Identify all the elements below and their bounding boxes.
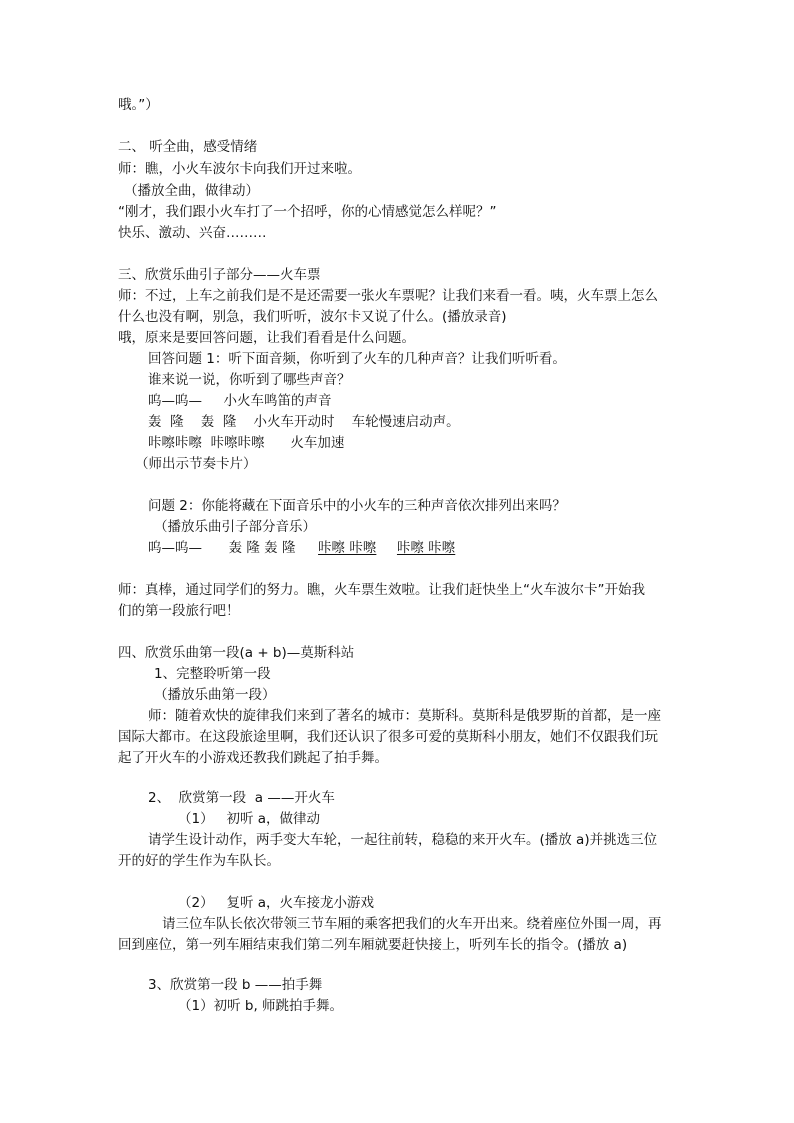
sound-sequence-line: [148, 538, 455, 558]
text-line: 1、完整聆听第一段: [154, 666, 271, 682]
text-line: 师：不过，上车之前我们是不是还需要一张火车票呢？让我们来看一看。咦，火车票上怎么: [118, 288, 658, 304]
section-heading: 四、欣赏乐曲第一段(a + b)—莫斯科站: [118, 645, 355, 661]
text-line: 开的好的学生作为车队长。: [118, 853, 280, 869]
text-line: （播放全曲，做律动）: [124, 183, 259, 199]
text-line: 请三位车队长依次带领三节车厢的乘客把我们的火车开出来。绕着座位外围一周，再: [162, 916, 662, 932]
text-line: 3、欣赏第一段 b ——拍手舞: [148, 977, 323, 993]
click-sound-2: 咔嚓 咔嚓: [396, 540, 456, 556]
text-line: 呜—呜— 小火车鸣笛的声音: [148, 393, 332, 409]
text-line: （师出示节奏卡片）: [135, 456, 257, 472]
text-line: （1）初听 b, 师跳拍手舞。: [178, 998, 344, 1014]
text-line: 轰 隆 轰 隆 小火车开动时 车轮慢速启动声。: [148, 414, 460, 430]
text-line: “刚才，我们跟小火车打了一个招呼，你的心情感觉怎么样呢？”: [118, 204, 497, 220]
section-heading: 三、欣赏乐曲引子部分——火车票: [118, 267, 321, 283]
text-line: 谁来说一说，你听到了哪些声音？: [148, 372, 351, 388]
text-line: 回答问题 1：听下面音频，你听到了火车的几种声音？让我们听听看。: [148, 351, 566, 367]
text-line: 国际大都市。在这段旅途里啊，我们还认识了很多可爱的莫斯科小朋友，她们不仅跟我们玩: [118, 729, 658, 745]
text-line: 问题 2：你能将藏在下面音乐中的小火车的三种声音依次排列出来吗？: [148, 498, 566, 514]
text-line: 们的第一段旅行吧！: [118, 603, 240, 619]
text-line: 咔嚓咔嚓 咔嚓咔嚓 火车加速: [148, 435, 345, 451]
click-sound-1: 咔嚓 咔嚓: [318, 540, 377, 556]
text-line: 哦，原来是要回答问题，让我们看看是什么问题。: [118, 330, 415, 346]
text-line: （播放乐曲第一段）: [154, 687, 276, 703]
whistle-sound: 呜—呜—: [148, 540, 202, 556]
text-line: 请学生设计动作，两手变大车轮，一起往前转，稳稳的来开火车。(播放 a)并挑选三位: [148, 832, 658, 848]
text-line: （播放乐曲引子部分音乐）: [154, 519, 316, 535]
rumble-sound: 轰 隆 轰 隆: [228, 540, 296, 556]
text-line: （2） 复听 a，火车接龙小游戏: [178, 895, 375, 911]
text-line: 师：随着欢快的旋律我们来到了著名的城市：莫斯科。莫斯科是俄罗斯的首都，是一座: [148, 708, 661, 724]
text-line: 什么也没有啊，别急，我们听听，波尔卡又说了什么。(播放录音): [118, 309, 507, 325]
text-line: 师：瞧，小火车波尔卡向我们开过来啦。: [118, 161, 361, 177]
text-line: 哦。”）: [118, 97, 159, 113]
text-line: 快乐、激动、兴奋………: [118, 225, 267, 241]
text-line: 2、 欣赏第一段 a ——开火车: [148, 790, 335, 806]
text-line: 师：真棒，通过同学们的努力。瞧，火车票生效啦。让我们赶快坐上“火车波尔卡”开始我: [118, 582, 645, 598]
text-line: （1） 初听 a，做律动: [178, 811, 321, 827]
text-line: 起了开火车的小游戏还教我们跳起了拍手舞。: [118, 750, 388, 766]
section-heading: 二、 听全曲，感受情绪: [118, 139, 258, 155]
text-line: 回到座位，第一列车厢结束我们第二列车厢就要赶快接上，听列车长的指令。(播放 a): [118, 937, 628, 953]
